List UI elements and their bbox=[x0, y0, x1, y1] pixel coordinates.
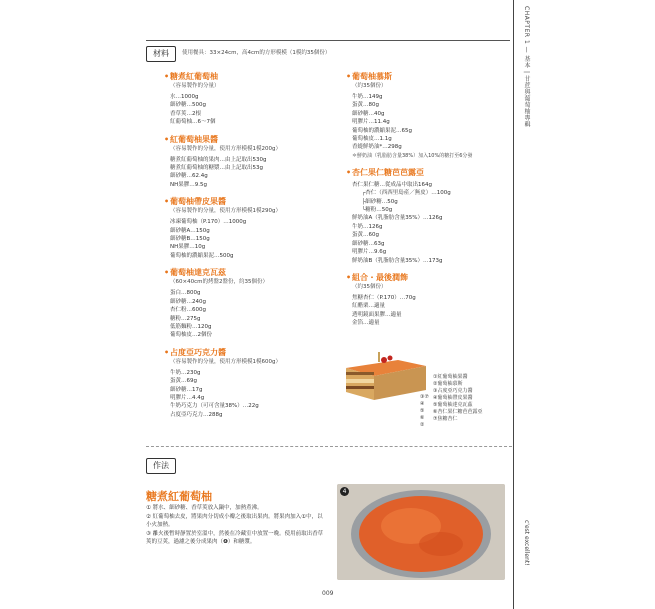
ingredient-line: 低筋麵粉…120g bbox=[170, 323, 212, 330]
ingredient-line: 焦糖杏仁（P.170）…70g bbox=[352, 294, 416, 301]
section-yield: （60×40cm的烤盤2盤份，約35個份） bbox=[170, 279, 268, 286]
section-yield: （容易製作的分量，使用方形模模1模600g） bbox=[170, 358, 281, 365]
left-ingredient-column bbox=[170, 72, 340, 427]
ingredient-line: 透明鏡面果膠…適量 bbox=[352, 311, 402, 318]
section-title: • 葡萄柚帶皮果醬 bbox=[170, 197, 340, 207]
ingredient-section bbox=[170, 268, 340, 339]
ingredient-line: 細砂糖A…150g bbox=[170, 227, 210, 234]
legend-item: ⑦焦糖杏仁 bbox=[433, 416, 458, 422]
method-step: ① 將水、細砂糖、香草莢放入鍋中，加熱煮沸。 bbox=[146, 505, 263, 511]
section-divider bbox=[146, 446, 512, 447]
ingredient-line: 牛奶…149g bbox=[352, 94, 383, 100]
photo-step-number: 4 bbox=[340, 487, 349, 496]
grapefruit-pulp-photo bbox=[337, 484, 505, 580]
ingredient-line: 蛋黃…80g bbox=[352, 102, 379, 109]
section-title: • 葡萄柚達克瓦茲 bbox=[170, 268, 340, 278]
cake-layer-legend bbox=[433, 374, 482, 423]
ingredient-line: 紅葡萄柚…6～7個 bbox=[170, 119, 216, 126]
ingredient-line: 蛋黃…60g bbox=[352, 232, 379, 239]
ingredient-line: ┌杏仁（西西里島產／無皮）…100g bbox=[362, 190, 451, 197]
legend-item: ③占度亞巧克力醬 bbox=[433, 388, 473, 394]
redcurrant-decoration bbox=[388, 356, 393, 361]
ingredient-line: 葡萄柚皮…1.1g bbox=[352, 136, 392, 143]
ingredient-line: 杏仁果仁糖…從成品中取出164g bbox=[352, 181, 432, 188]
ingredient-section bbox=[352, 168, 522, 265]
running-footer-text: c'est excellent! bbox=[523, 520, 530, 566]
ingredient-line: 明膠片…11.4g bbox=[352, 119, 390, 126]
cake-layer-marker: ② bbox=[420, 422, 425, 428]
legend-item: ⑥杏仁果仁糖芭芭露亞 bbox=[433, 409, 483, 415]
section-yield: （容易製作的分量，使用方形模模1模290g） bbox=[170, 208, 281, 215]
method-steps bbox=[146, 504, 326, 547]
ingredient-line: 冰凍葡萄柚（P.170）…1000g bbox=[170, 219, 247, 226]
cake-layer-mousse bbox=[346, 379, 374, 383]
ingredient-line: 細砂糖…40g bbox=[352, 110, 385, 117]
cake-layer-markers bbox=[420, 394, 429, 429]
ingredient-line: 牛奶…230g bbox=[170, 369, 201, 376]
ingredient-line: └糖粉…50g bbox=[362, 207, 393, 214]
ingredient-line: 水…1000g bbox=[170, 94, 199, 100]
section-yield: （約35個份） bbox=[352, 283, 387, 290]
ingredient-line: NH果膠…10g bbox=[170, 244, 206, 251]
ingredient-line: 細砂糖B…150g bbox=[170, 236, 210, 243]
ingredient-line: 細砂糖…500g bbox=[170, 102, 206, 109]
method-step: ② 紅葡萄柚去皮，將果肉分切成小瓣之後取出果肉。將果肉加入①中，以小火加熱。 bbox=[146, 513, 323, 529]
materials-note: 使用餐具：33×24cm，高4cm的方形模模（1模約35個份） bbox=[182, 50, 331, 56]
ingredient-line: 明膠片…4.4g bbox=[170, 394, 205, 401]
ingredient-line: 鮮奶油B（乳脂肪含量35%）…173g bbox=[352, 257, 443, 264]
section-yield: （容易製作的分量） bbox=[170, 83, 220, 89]
ingredient-line: NH果膠…9.5g bbox=[170, 181, 207, 188]
method-step: ③ 離火後暫時靜置於室溫中，然後在冷藏室中放置一晚。使用前取出香草莢的豆莢，過濾之後分成果肉（❹）和糖漿。 bbox=[146, 530, 324, 546]
legend-item: ⑤葡萄柚達克瓦茲 bbox=[433, 402, 473, 408]
ingredient-line: 蛋白…800g bbox=[170, 290, 201, 297]
ingredient-line: 金箔…適量 bbox=[352, 320, 380, 327]
ingredient-line: 蛋黃…69g bbox=[170, 378, 197, 385]
ingredient-section bbox=[170, 348, 340, 419]
legend-item: ④葡萄柚帶皮果醬 bbox=[433, 395, 473, 401]
ingredient-line: 牛奶巧克力（可可含量38%）…22g bbox=[170, 403, 259, 410]
caramel-almond-decoration bbox=[378, 352, 380, 362]
ingredient-section bbox=[352, 273, 522, 328]
chapter-running-head: CHAPTER 1 — 基本 | 甘蔗與葡萄柚專輯 bbox=[523, 6, 530, 128]
ingredient-line: 細砂糖…62.4g bbox=[170, 173, 208, 180]
ingredient-line: 鮮奶油A（乳脂肪含量35%）…126g bbox=[352, 215, 443, 222]
ingredient-section bbox=[170, 197, 340, 260]
ingredient-section bbox=[170, 135, 340, 190]
cake-layer-marker: ⑤ bbox=[420, 408, 425, 414]
legend-item: ②葡萄柚慕斯 bbox=[433, 381, 463, 387]
cake-layer-chocolate bbox=[346, 372, 374, 375]
ingredient-line: 香緹鮮奶油*…298g bbox=[352, 144, 402, 151]
section-title: • 組合・最後潤飾 bbox=[352, 273, 522, 283]
ingredient-line: 細砂糖…17g bbox=[170, 386, 203, 393]
section-title: • 紅葡萄柚果醬 bbox=[170, 135, 340, 145]
method-badge: 作法 bbox=[146, 458, 176, 474]
cake-layer-marker: ④ bbox=[420, 401, 425, 407]
ingredient-line: 占度亞巧克力…288g bbox=[170, 411, 223, 418]
ingredient-line: 糖粉…275g bbox=[170, 315, 201, 322]
ingredient-line: 明膠片…9.6g bbox=[352, 249, 387, 256]
ingredient-line: 杏仁粉…600g bbox=[170, 307, 206, 314]
ingredient-line: 紅醋栗…適量 bbox=[352, 303, 386, 310]
ingredient-line: ├細砂糖…50g bbox=[362, 198, 398, 205]
cake-layer-marker: ③⑦ bbox=[420, 394, 429, 400]
cake-layer-dacquoise bbox=[346, 386, 374, 389]
ingredient-line: 糖煮紅葡萄柚的果肉…由上記取出530g bbox=[170, 156, 267, 163]
ingredient-line: 糖煮紅葡萄柚的糖漿…由上記取出53g bbox=[170, 165, 263, 172]
cake-cross-section-illustration bbox=[338, 346, 430, 402]
recipe-title: 糖煮紅葡萄柚 bbox=[146, 490, 212, 503]
page-number: 009 bbox=[322, 590, 334, 597]
legend-item: ①紅葡萄柚果醬 bbox=[433, 374, 468, 380]
ingredient-line: 葡萄柚的濃縮果泥…65g bbox=[352, 127, 412, 134]
grapefruit-bowl-image bbox=[337, 484, 505, 580]
section-title: • 糖煮紅葡萄柚 bbox=[170, 72, 340, 82]
ingredient-line: 葡萄柚皮…2個份 bbox=[170, 332, 212, 339]
ingredient-line: 細砂糖…240g bbox=[170, 298, 206, 305]
ingredient-line: 葡萄柚的濃縮果泥…500g bbox=[170, 252, 234, 259]
right-ingredient-column bbox=[352, 72, 522, 336]
ingredient-line: 香草莢…2根 bbox=[170, 110, 201, 117]
ingredient-line: 牛奶…126g bbox=[352, 223, 383, 230]
materials-badge: 材料 bbox=[146, 46, 176, 62]
redcurrant-decoration bbox=[381, 357, 387, 363]
ingredient-section bbox=[352, 72, 522, 160]
cake-layer-marker: ⑥ bbox=[420, 415, 425, 421]
section-title: • 葡萄柚慕斯 bbox=[352, 72, 522, 82]
ingredient-note: ＊鮮奶油（乳脂肪含量38%）加入10%的糖打至6分發 bbox=[352, 152, 473, 159]
top-rule bbox=[146, 40, 510, 41]
section-title: • 杏仁果仁糖芭芭露亞 bbox=[352, 168, 522, 178]
ingredient-line: 細砂糖…63g bbox=[352, 240, 385, 247]
section-title: • 占度亞巧克力醬 bbox=[170, 348, 340, 358]
section-yield: （約35個份） bbox=[352, 83, 387, 89]
section-yield: （容易製作的分量，使用方形模模1模200g） bbox=[170, 145, 281, 152]
ingredient-section bbox=[170, 72, 340, 127]
